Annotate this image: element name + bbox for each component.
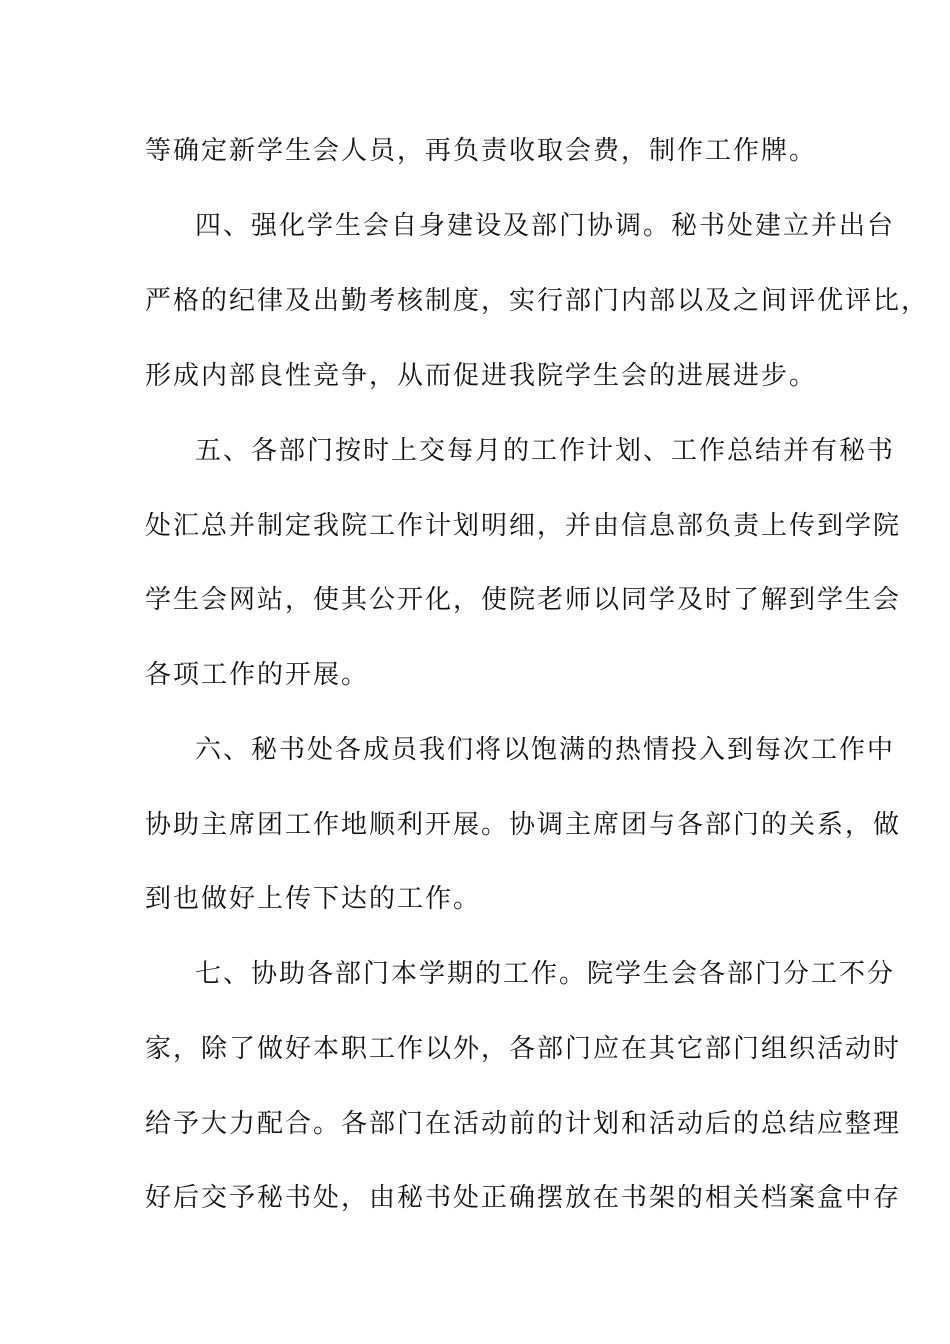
text-line: 处汇总并制定我院工作计划明细，并由信息部负责上传到学院 bbox=[145, 511, 902, 541]
text-line: 协助主席团工作地顺利开展。协调主席团与各部门的关系，做 bbox=[145, 810, 902, 840]
text-line: 形成内部良性竞争，从而促进我院学生会的进展进步。 bbox=[145, 361, 818, 391]
paragraph-start-line: 四、强化学生会自身建设及部门协调。秘书处建立并出台 bbox=[195, 211, 896, 241]
paragraph-start-line: 六、秘书处各成员我们将以饱满的热情投入到每次工作中 bbox=[195, 735, 896, 765]
text-line: 各项工作的开展。 bbox=[145, 660, 370, 690]
text-line: 到也做好上传下达的工作。 bbox=[145, 884, 482, 914]
paragraph-start-line: 五、各部门按时上交每月的工作计划、工作总结并有秘书 bbox=[195, 436, 896, 466]
text-line: 家，除了做好本职工作以外，各部门应在其它部门组织活动时 bbox=[145, 1034, 902, 1064]
paragraph-start-line: 七、协助各部门本学期的工作。院学生会各部门分工不分 bbox=[195, 959, 896, 989]
text-line: 给予大力配合。各部门在活动前的计划和活动后的总结应整理 bbox=[145, 1109, 902, 1139]
text-line: 好后交予秘书处，由秘书处正确摆放在书架的相关档案盒中存 bbox=[145, 1183, 902, 1213]
text-line: 等确定新学生会人员，再负责收取会费，制作工作牌。 bbox=[145, 136, 818, 166]
text-line: 严格的纪律及出勤考核制度，实行部门内部以及之间评优评比， bbox=[145, 286, 930, 316]
text-line: 学生会网站，使其公开化，使院老师以同学及时了解到学生会 bbox=[145, 585, 902, 615]
